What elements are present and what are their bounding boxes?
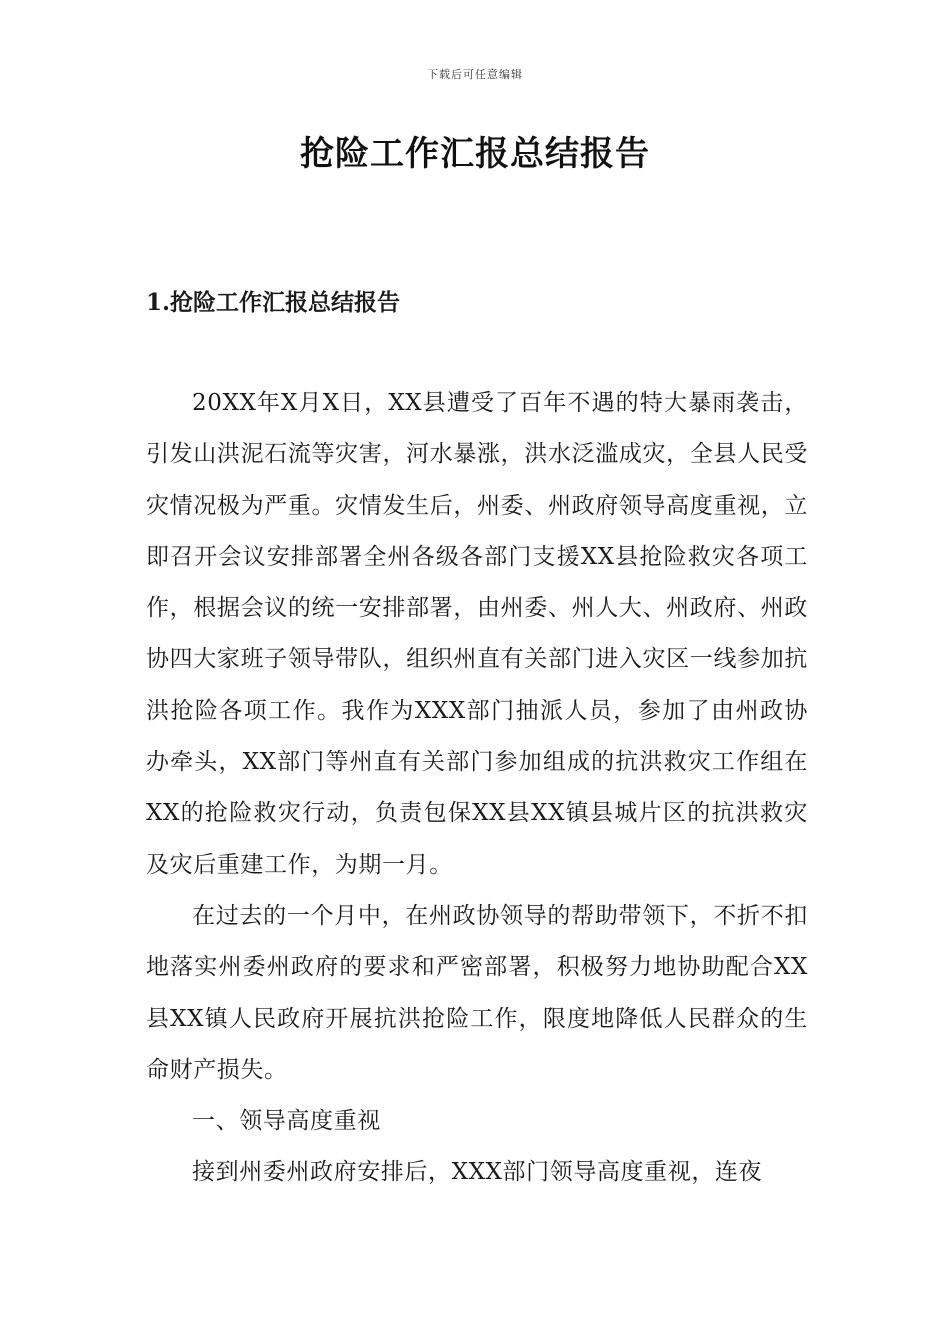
subheading-leadership: 一、领导高度重视 <box>192 1108 381 1135</box>
paragraph-leadership: 接到州委州政府安排后，XXX部门领导高度重视，连夜 <box>192 1159 763 1186</box>
paragraph-disaster-overview: 20XX年X月X日，XX县遭受了百年不遇的特大暴雨袭击，引发山洪泥石流等灾害，河水暴涨，洪水泛滥成灾，全县人民受灾情况极为严重。灾情发生后，州委、州政府领导高度重视，立即召开会议安排部署全州各级各部门支援XX县抢险救灾各项工作，根据会议的统一安排部署，由州委、州人大、州政府、州政协四大家班子领导带队，组织州直有关部门进入灾区一线参加抗洪抢险各项工作。我作为XXX部门抽派人员，参加了由州政协办牵头，XX部门等州直有关部门参加组成的抗洪救灾工作组在XX的抢险救灾行动，负责包保XX县XX镇县城片区的抗洪救灾及灾后重建工作，为期一月。 <box>146 390 808 878</box>
document-title: 抢险工作汇报总结报告 <box>300 134 650 174</box>
body-text <box>146 378 808 1199</box>
section-heading: 1.抢险工作汇报总结报告 <box>146 289 401 316</box>
paragraph-past-month: 在过去的一个月中，在州政协领导的帮助带领下，不折不扣地落实州委州政府的要求和严密部署，积极努力地协助配合XX县XX镇人民政府开展抗洪抢险工作，限度地降低人民群众的生命财产损失。 <box>146 902 808 1083</box>
header-note: 下载后可任意编辑 <box>427 68 523 81</box>
